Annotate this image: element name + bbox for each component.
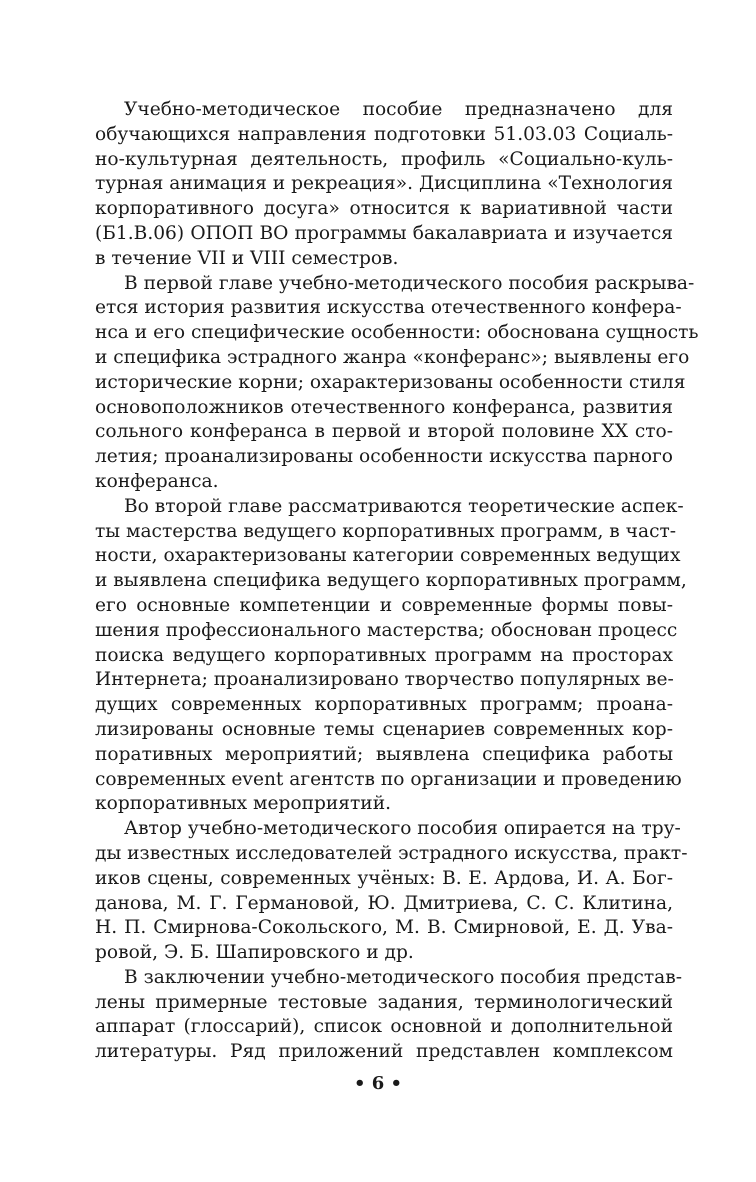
paragraph bbox=[95, 495, 687, 817]
text-line: поиска ведущего корпоративных программ на просторах bbox=[95, 644, 673, 666]
text-line: в течение VII и VIII семестров. bbox=[95, 247, 399, 269]
text-line: литературы. Ряд приложений представлен комплексом bbox=[95, 1041, 673, 1063]
page-number: • 6 • bbox=[353, 1073, 403, 1094]
text-line: турная анимация и рекреация». Дисциплина «Технология bbox=[95, 173, 673, 195]
text-line: конферанса. bbox=[95, 470, 219, 492]
text-line: и выявлена специфика ведущего корпоративных программ, bbox=[95, 570, 687, 592]
text-line: лизированы основные темы сценариев современных кор- bbox=[95, 718, 673, 740]
text-line: летия; проанализированы особенности искусства парного bbox=[95, 446, 673, 468]
text-line: современных event агентств по организации и проведению bbox=[95, 768, 682, 790]
text-line: В заключении учебно-методического пособия представ- bbox=[124, 966, 682, 988]
body-text bbox=[95, 98, 699, 1065]
text-line: сольного конферанса в первой и второй половине XX сто- bbox=[95, 421, 673, 443]
text-line: нса и его специфические особенности: обоснована сущность bbox=[95, 322, 699, 344]
text-line: Автор учебно-методического пособия опирается на тру- bbox=[124, 818, 681, 840]
text-line: но-культурная деятельность, профиль «Социально-куль- bbox=[95, 148, 673, 170]
text-line: ется история развития искусства отечественного конфера- bbox=[95, 297, 682, 319]
text-line: иков сцены, современных учёных: В. Е. Ардова, И. А. Бог- bbox=[95, 867, 673, 889]
text-line: В первой главе учебно-методического пособия раскрыва- bbox=[124, 272, 695, 294]
text-line: дановa, М. Г. Германовой, Ю. Дмитриева, С. С. Клитина, bbox=[95, 892, 673, 914]
text-line: дущих современных корпоративных программ; проана- bbox=[95, 694, 673, 716]
paragraph bbox=[95, 817, 688, 966]
paragraph bbox=[95, 966, 682, 1065]
text-line: (Б1.В.06) ОПОП ВО программы бакалавриата и изучается bbox=[95, 222, 673, 244]
paragraph bbox=[95, 98, 673, 272]
text-line: шения профессионального мастерства; обоснован процесс bbox=[95, 619, 678, 641]
text-line: ты мастерства ведущего корпоративных программ, в част- bbox=[95, 520, 677, 542]
text-line: Н. П. Смирнова-Сокольского, М. В. Смирновой, Е. Д. Ува- bbox=[95, 917, 673, 939]
text-line: корпоративных мероприятий. bbox=[95, 793, 391, 815]
text-line: основоположников отечественного конферанса, развития bbox=[95, 396, 673, 418]
text-line: ровой, Э. Б. Шапировского и др. bbox=[95, 942, 414, 964]
text-line: его основные компетенции и современные формы повы- bbox=[95, 594, 673, 616]
text-line: аппарат (глоссарий), список основной и дополнительной bbox=[95, 1016, 673, 1038]
text-line: Учебно-методическое пособие предназначено для bbox=[124, 99, 673, 120]
text-line: и специфика эстрадного жанра «конферанс»; выявлены его bbox=[95, 346, 690, 368]
text-line: ности, охарактеризованы категории современных ведущих bbox=[95, 545, 681, 567]
text-line: поративных мероприятий; выявлена специфика работы bbox=[95, 743, 673, 765]
text-line: обучающихся направления подготовки 51.03.03 Социаль- bbox=[95, 123, 673, 145]
text-line: лены примерные тестовые задания, терминологический bbox=[95, 991, 673, 1013]
text-line: Интернета; проанализировано творчество популярных ве- bbox=[95, 669, 674, 691]
text-line: ды известных исследователей эстрадного искусства, практ- bbox=[95, 842, 688, 864]
text-line: исторические корни; охарактеризованы особенности стиля bbox=[95, 371, 686, 393]
text-line: корпоративного досуга» относится к вариативной части bbox=[95, 198, 673, 220]
paragraph bbox=[95, 272, 699, 495]
text-line: Во второй главе рассматриваются теоретические аспек- bbox=[124, 495, 684, 517]
